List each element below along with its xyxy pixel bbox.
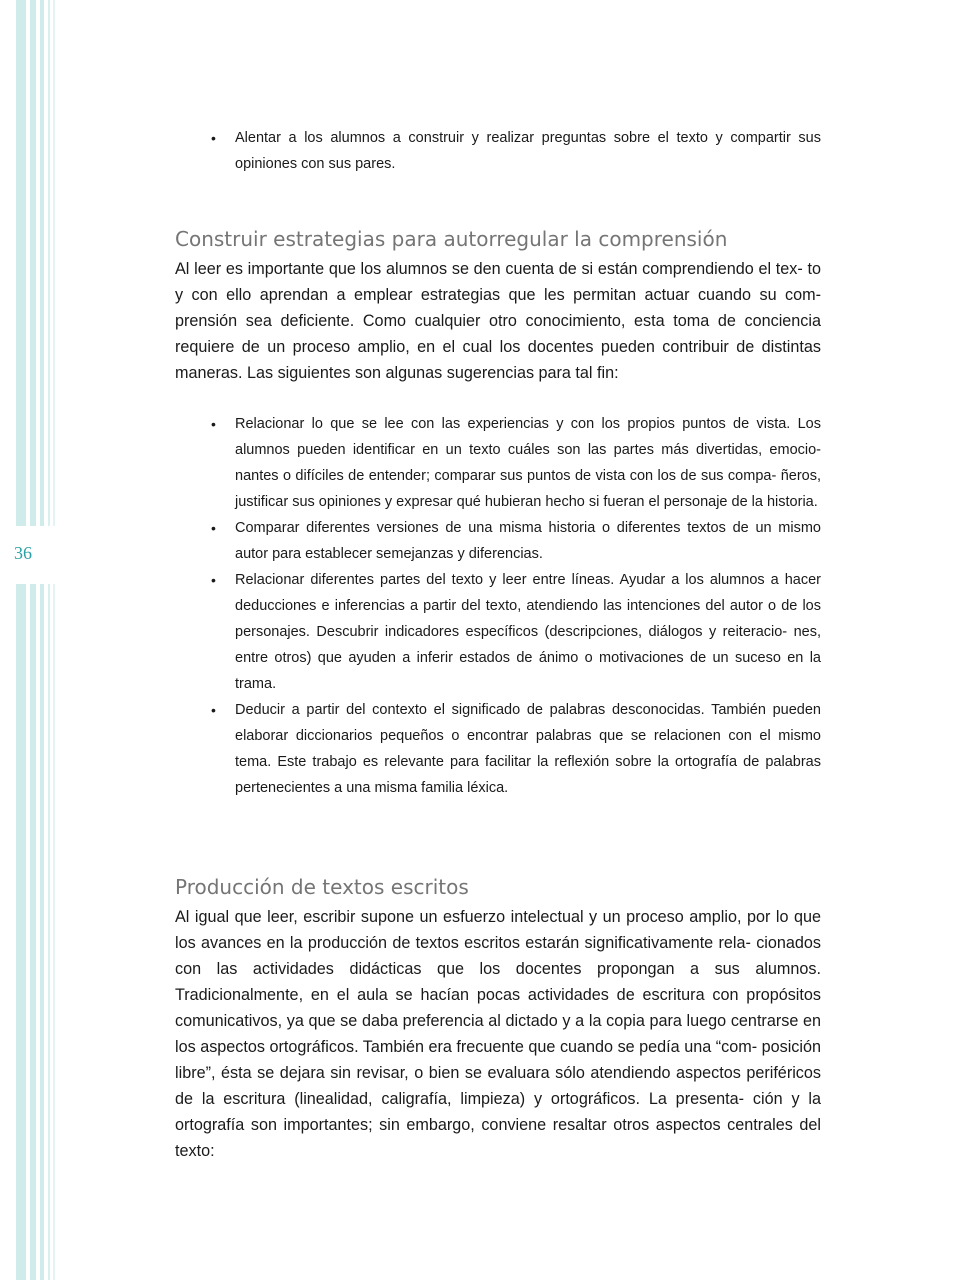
bullet-icon: • [211,416,216,432]
list-item [175,515,821,567]
section-bullet-list [175,411,821,801]
list-item-text: Comparar diferentes versiones de una misma historia o diferentes textos de un mismo autor para establecer semejanzas y diferencias. [235,520,821,562]
list-item [175,567,821,697]
section-paragraph: Al leer es importante que los alumnos se den cuenta de si están comprendiendo el tex- to y con ello aprendan a emplear estrategias que les permitan actuar cuando su com- prensión sea deficiente. Como cualquier otro conocimiento, esta toma de conciencia requiere de un proceso amplio, en el cual los docentes pueden contribuir de distintas maneras. Las siguientes son algunas sugerencias para tal fin: [175,260,821,382]
list-item-text: Relacionar lo que se lee con las experiencias y con los propios puntos de vista. Los alumnos pueden identificar en un texto cuáles son las partes más divertidas, emocio- nantes o difíciles de entender; comparar sus puntos de vista con los de sus compa- ñeros, justificar sus opiniones y expresar qué hubieran hecho si fueran el personaje de la historia. [235,416,821,510]
bullet-icon: • [211,702,216,718]
margin-stripe [30,0,36,1280]
top-bullet-list [175,125,821,177]
list-item-text: Deducir a partir del contexto el significado de palabras desconocidas. También pueden elaborar diccionarios pequeños o encontrar palabras que se relacionen con el mismo tema. Este trabajo es relevante para facilitar la reflexión sobre la ortografía de palabras pertenecientes a una misma familia léxica. [235,702,821,796]
margin-stripe [48,0,50,1280]
margin-stripes [0,0,60,1280]
section-heading: Construir estrategias para autorregular la comprensión [175,227,728,251]
page-number: 36 [14,543,32,563]
bullet-icon: • [211,572,216,588]
bullet-icon: • [211,520,216,536]
list-item-text: Relacionar diferentes partes del texto y leer entre líneas. Ayudar a los alumnos a hacer deducciones e inferencias a partir del texto, atendiendo las intenciones del autor o de los personajes. Descubrir indicadores específicos (descripciones, diálogos y reiteracio- nes, entre otros) que ayuden a inferir estados de ánimo o motivaciones de un suceso en la trama. [235,572,821,692]
list-item [175,697,821,801]
section-heading: Producción de textos escritos [175,875,469,899]
margin-stripe [53,0,55,1280]
list-item [175,411,821,515]
list-item [175,125,821,177]
margin-stripe [40,0,44,1280]
section-paragraph: Al igual que leer, escribir supone un esfuerzo intelectual y un proceso amplio, por lo que los avances en la producción de textos escritos estarán significativamente rela- cionados con las actividades didácticas que los docentes propongan a sus alumnos. Tradicionalmente, en el aula se hacían pocas actividades de escritura con propósitos comunicativos, ya que se daba preferencia al dictado y a la copia para luego centrarse en los aspectos ortográficos. También era frecuente que cuando se pedía una “com- posición libre”, ésta se dejara sin revisar, o bien se evaluara sólo atendiendo aspectos periféricos de la escritura (linealidad, caligrafía, limpieza) y ortográficos. La presenta- ción y la ortografía son importantes; sin embargo, conviene resaltar otros aspectos centrales del texto: [175,908,821,1160]
bullet-icon: • [211,130,216,146]
margin-stripe [16,0,26,1280]
list-item-text: Alentar a los alumnos a construir y realizar preguntas sobre el texto y compartir sus opiniones con sus pares. [235,130,821,172]
